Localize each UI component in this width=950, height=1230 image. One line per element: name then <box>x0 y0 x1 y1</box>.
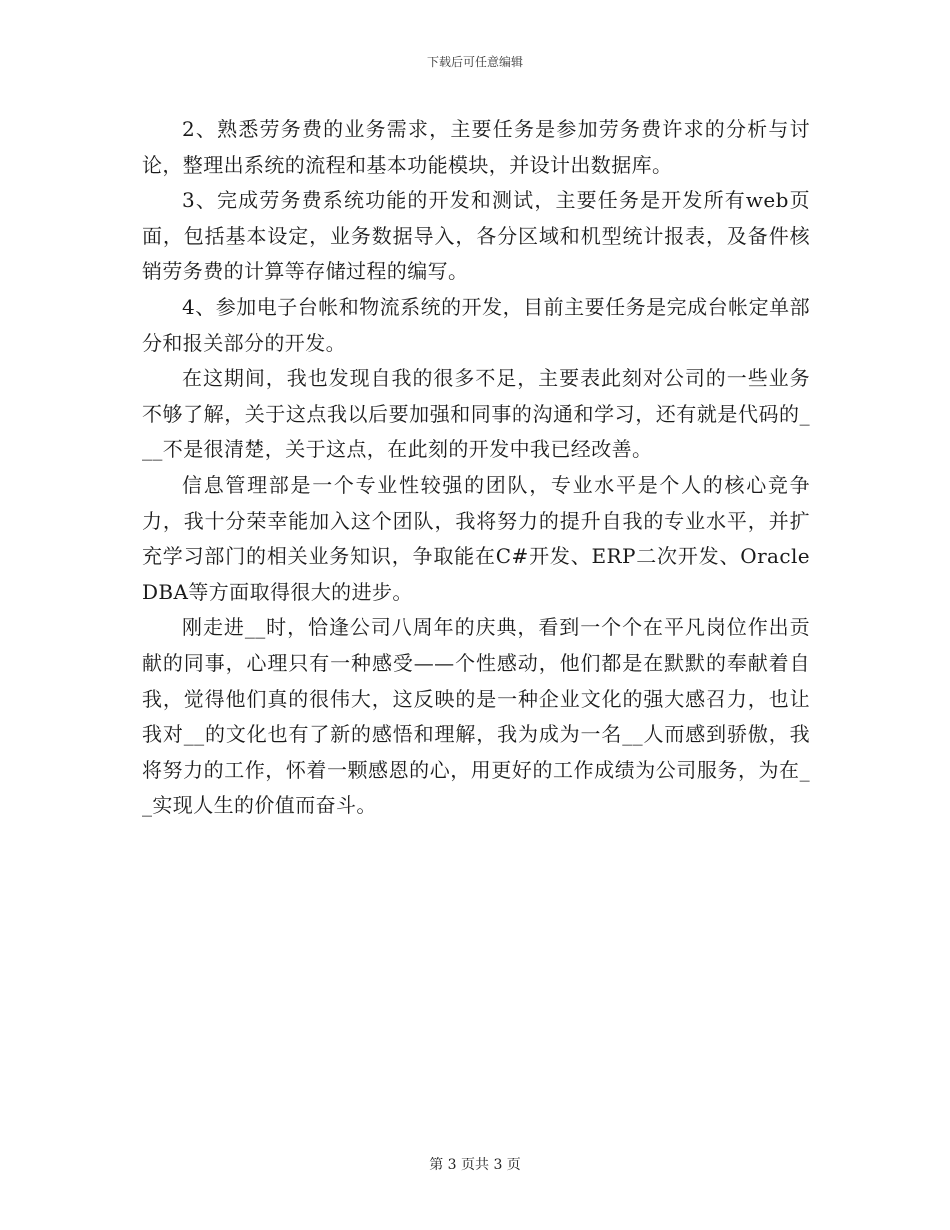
paragraph-item-3: 3、完成劳务费系统功能的开发和测试，主要任务是开发所有web页面，包括基本设定，业务数据导入，各分区域和机型统计报表，及备件核销劳务费的计算等存储过程的编写。 <box>142 188 810 284</box>
paragraph-team: 信息管理部是一个专业性较强的团队，专业水平是个人的核心竞争力，我十分荣幸能加入这个团队，我将努力的提升自我的专业水平，并扩充学习部门的相关业务知识，争取能在C#开发、ERP二次开发、OracleDBA等方面取得很大的进步。 <box>142 472 810 604</box>
page-header: 下载后可任意编辑 <box>426 55 523 69</box>
paragraph-anniversary: 刚走进__时，恰逢公司八周年的庆典，看到一个个在平凡岗位作出贡献的同事，心理只有一种感受——个性感动，他们都是在默默的奉献着自我，觉得他们真的很伟大，这反映的是一种企业文化的强大感召力，也让我对__的文化也有了新的感悟和理解，我为成为一名__人而感到骄傲，我将努力的工作，怀着一颗感恩的心，用更好的工作成绩为公司服务，为在__实现人生的价值而奋斗。 <box>142 615 810 818</box>
paragraph-item-4: 4、参加电子台帐和物流系统的开发，目前主要任务是完成台帐定单部分和报关部分的开发。 <box>142 294 810 355</box>
paragraph-shortcomings: 在这期间，我也发现自我的很多不足，主要表此刻对公司的一些业务不够了解，关于这点我以后要加强和同事的沟通和学习，还有就是代码的___不是很清楚，关于这点，在此刻的开发中我已经改善。 <box>142 366 810 462</box>
paragraph-item-2: 2、熟悉劳务费的业务需求，主要任务是参加劳务费许求的分析与讨论，整理出系统的流程和基本功能模块，并设计出数据库。 <box>142 117 810 177</box>
page-footer: 第 3 页共 3 页 <box>429 1157 521 1173</box>
document-body <box>142 112 810 824</box>
